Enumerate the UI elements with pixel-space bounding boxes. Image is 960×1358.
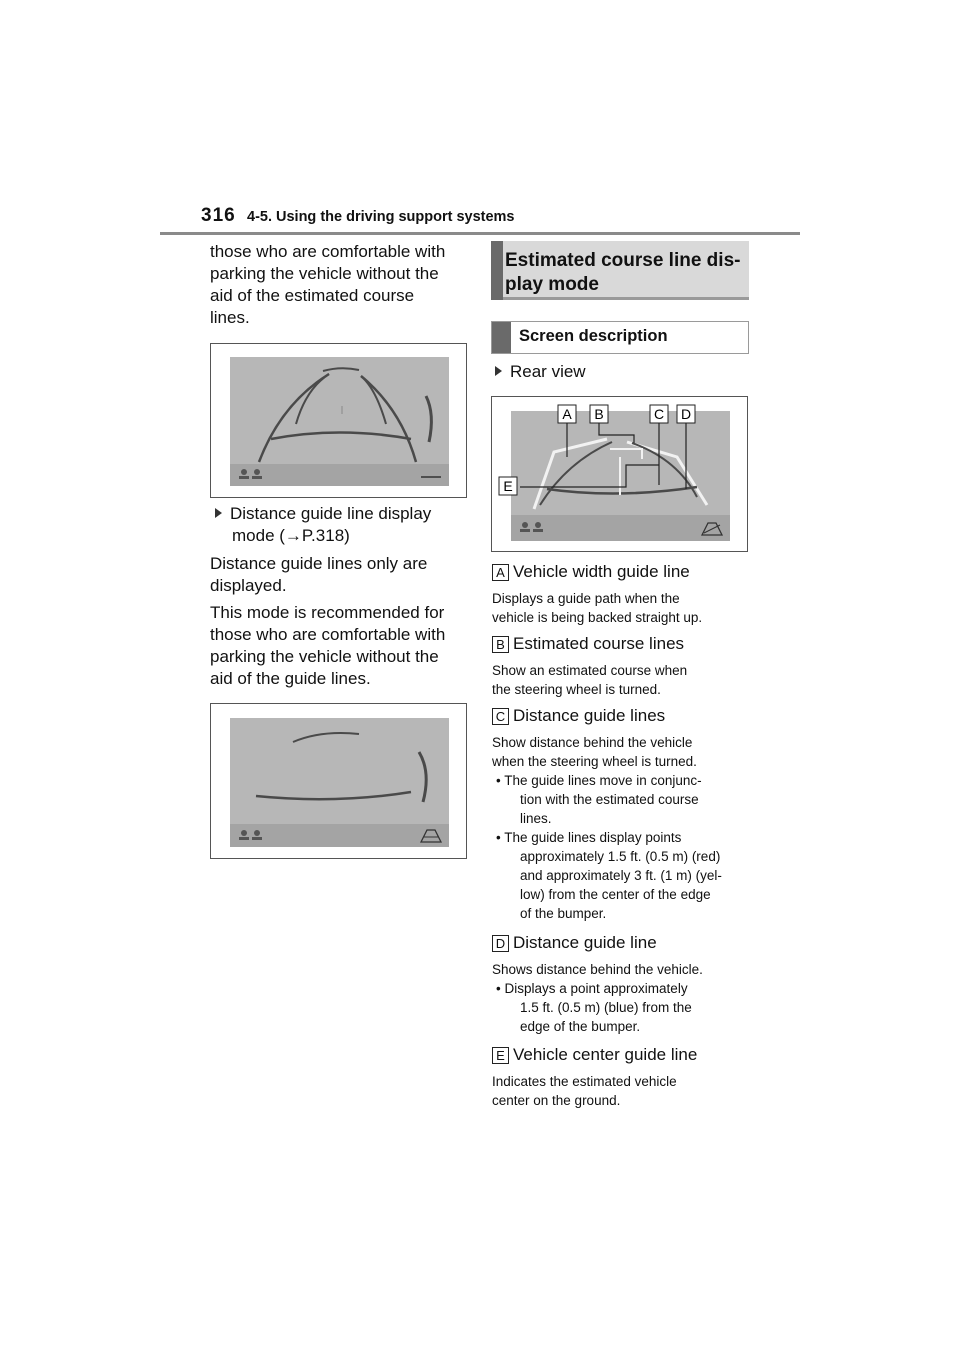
bullet-line: edge of the bumper. bbox=[520, 1019, 641, 1034]
bullet-line: • The guide lines move in conjunc- bbox=[496, 773, 702, 788]
desc-line: Displays a guide path when the bbox=[492, 591, 680, 606]
callout-label-b: B bbox=[594, 406, 604, 422]
item-title: Vehicle center guide line bbox=[513, 1045, 698, 1064]
heading-bar bbox=[491, 241, 503, 300]
section-header: 4-5. Using the driving support systems bbox=[247, 209, 515, 225]
screen-image-rear-view bbox=[491, 396, 748, 552]
intro-line: aid of the estimated course bbox=[210, 286, 415, 305]
para-line: Distance guide lines only are bbox=[210, 554, 428, 573]
header-rule bbox=[160, 232, 800, 235]
item-vehicle-width-guide bbox=[492, 561, 762, 627]
bullet-arrow-icon bbox=[495, 366, 502, 376]
section-heading bbox=[491, 241, 749, 300]
heading-line: play mode bbox=[505, 274, 599, 295]
bullet-line: lines. bbox=[520, 811, 552, 826]
camera-view-distance-lines bbox=[211, 704, 468, 860]
para-distance-only bbox=[210, 553, 470, 597]
item-desc bbox=[492, 661, 762, 699]
bullet-line: and approximately 3 ft. (1 m) (yel- bbox=[520, 868, 722, 883]
callout-label-e: E bbox=[503, 478, 513, 494]
para-recommended bbox=[210, 602, 470, 690]
bullet-item bbox=[492, 979, 762, 1036]
para-line: displayed. bbox=[210, 576, 287, 595]
camera-view-rear bbox=[492, 397, 749, 553]
desc-line: center on the ground. bbox=[492, 1093, 621, 1108]
item-letter: B bbox=[492, 636, 509, 653]
bullet-line: tion with the estimated course bbox=[520, 792, 699, 807]
heading-line: Estimated course line dis- bbox=[505, 250, 741, 271]
section-heading-text bbox=[505, 249, 740, 297]
intro-line: lines. bbox=[210, 308, 250, 327]
bullet-line: low) from the center of the edge bbox=[520, 887, 711, 902]
desc-line: the steering wheel is turned. bbox=[492, 682, 661, 697]
bullet-item bbox=[492, 828, 762, 923]
sub-heading bbox=[491, 321, 749, 354]
callout-label-d: D bbox=[680, 406, 692, 422]
callout-label-c: C bbox=[653, 406, 665, 422]
intro-text bbox=[210, 241, 470, 329]
bullet-line: of the bumper. bbox=[520, 906, 607, 921]
item-letter: E bbox=[492, 1047, 509, 1064]
sub-heading-bar bbox=[492, 322, 511, 353]
bullet-arrow-icon bbox=[215, 508, 222, 518]
intro-line: those who are comfortable with bbox=[210, 242, 446, 261]
item-letter: C bbox=[492, 708, 509, 725]
rear-view-label: Rear view bbox=[510, 362, 586, 381]
sub-heading-text: Screen description bbox=[519, 327, 668, 345]
mode-item-line: Distance guide line display bbox=[230, 504, 432, 523]
item-title: Estimated course lines bbox=[513, 634, 685, 653]
item-estimated-course bbox=[492, 633, 762, 699]
item-distance-guide-line bbox=[492, 932, 762, 1036]
intro-line: parking the vehicle without the bbox=[210, 264, 439, 283]
item-distance-guide-lines bbox=[492, 705, 762, 923]
para-line: aid of the guide lines. bbox=[210, 669, 371, 688]
item-title: Distance guide lines bbox=[513, 706, 666, 725]
bullet-line: 1.5 ft. (0.5 m) (blue) from the bbox=[520, 1000, 692, 1015]
item-desc bbox=[492, 589, 762, 627]
item-letter: D bbox=[492, 935, 509, 952]
desc-line: Show an estimated course when bbox=[492, 663, 688, 678]
para-line: parking the vehicle without the bbox=[210, 647, 439, 666]
desc-line: Show distance behind the vehicle bbox=[492, 735, 693, 750]
item-letter: A bbox=[492, 564, 509, 581]
desc-line: when the steering wheel is turned. bbox=[492, 754, 697, 769]
para-line: those who are comfortable with bbox=[210, 625, 446, 644]
page-number: 316 bbox=[201, 205, 236, 226]
mode-item-distance-guide bbox=[215, 503, 431, 547]
camera-view-course-lines bbox=[211, 344, 468, 499]
item-desc bbox=[492, 1072, 762, 1110]
callout-label-a: A bbox=[562, 406, 572, 422]
screen-image-distance-lines bbox=[210, 703, 467, 859]
rear-view-item bbox=[495, 361, 586, 383]
bullet-line: • The guide lines display points bbox=[496, 830, 682, 845]
item-title: Vehicle width guide line bbox=[513, 562, 690, 581]
mode-item-reference: mode (→P.318) bbox=[232, 526, 350, 545]
screen-image-course-lines bbox=[210, 343, 467, 498]
bullet-line: approximately 1.5 ft. (0.5 m) (red) bbox=[520, 849, 721, 864]
item-vehicle-center-guide bbox=[492, 1044, 762, 1110]
item-title: Distance guide line bbox=[513, 933, 657, 952]
item-desc bbox=[492, 733, 762, 771]
desc-line: Indicates the estimated vehicle bbox=[492, 1074, 677, 1089]
bullet-item bbox=[492, 771, 762, 828]
desc-line: Shows distance behind the vehicle. bbox=[492, 962, 703, 977]
para-line: This mode is recommended for bbox=[210, 603, 445, 622]
item-desc bbox=[492, 960, 762, 979]
desc-line: vehicle is being backed straight up. bbox=[492, 610, 703, 625]
bullet-line: • Displays a point approximately bbox=[496, 981, 688, 996]
